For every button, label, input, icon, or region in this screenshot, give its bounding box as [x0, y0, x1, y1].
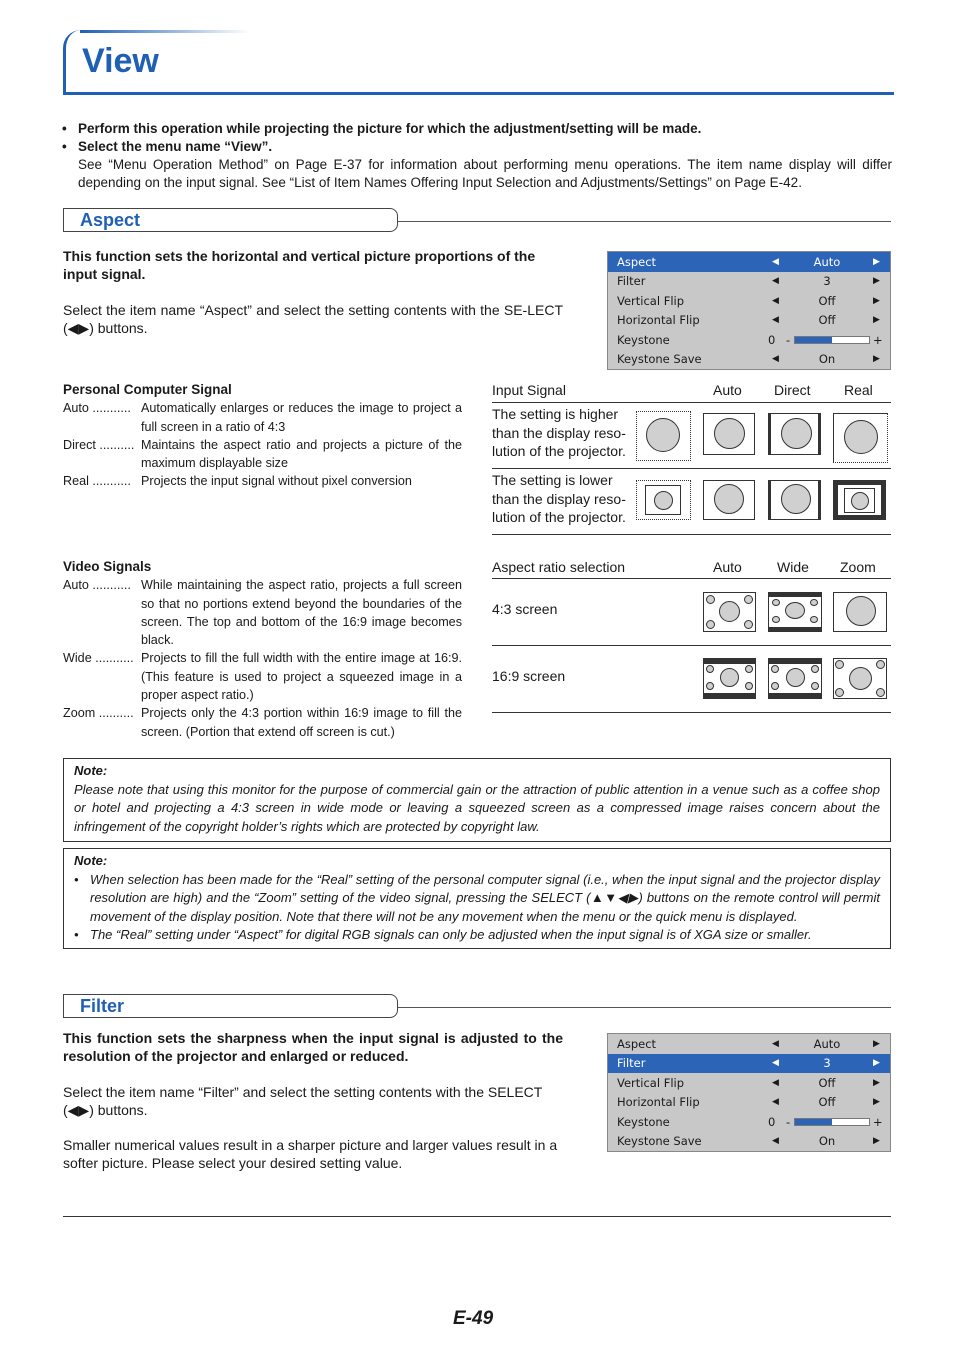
table1-row1-label: The setting is higher than the display reso-lution of the projector.	[492, 406, 626, 459]
right-arrow-icon: ▶	[873, 295, 880, 306]
small-circle	[744, 595, 753, 604]
small-circle	[706, 620, 715, 629]
table1-header-direct: Direct	[774, 382, 811, 398]
small-circle	[835, 660, 844, 669]
small-circle	[744, 620, 753, 629]
term: Wide ...........	[63, 651, 134, 666]
menu-row-vertical-flip[interactable]	[608, 1073, 890, 1093]
small-circle	[835, 688, 844, 697]
screen-diagram	[768, 413, 821, 455]
filter-instruction: Select the item name “Filter” and select the setting contents with the SELECT (◀▶) buttons.	[63, 1084, 543, 1118]
right-arrow-icon: ▶	[873, 276, 880, 287]
note-bullet: • The “Real” setting under “Aspect” for digital RGB signals can only be adjusted when the input signal is of XGA size or smaller.	[74, 926, 880, 945]
video-signal-title: Video Signals	[63, 559, 152, 574]
keystone-slider-fill	[795, 337, 832, 343]
menu-value: Auto	[813, 254, 841, 269]
term: Real ...........	[63, 474, 131, 489]
note-text: Please note that using this monitor for the purpose of commercial gain or the attraction of public attention in a venue such as a coffee shop or hotel and projecting a 4:3 screen in wide mode or leaving a squeezed screen as a compressed image raises concern about the infringement of the copyright holder’s rights which are protected by copyright law.	[74, 781, 880, 834]
menu-label: Filter	[617, 1056, 646, 1071]
menu-value: Off	[818, 1095, 836, 1110]
right-arrow-icon: ▶	[873, 1038, 880, 1049]
intro-bullet-1: • Perform this operation while projecting the picture for which the adjustment/setting will be made.	[62, 120, 892, 138]
menu-value: On	[818, 352, 836, 367]
pc-signal-list	[63, 381, 462, 491]
image-circle	[786, 668, 805, 687]
screen-diagram	[833, 480, 886, 520]
left-arrow-icon: ◀	[772, 276, 779, 287]
definition: Projects to fill the full width with the entire image at 16:9. (This feature is used to project a squeezed image in a proper aspect ratio.)	[141, 651, 462, 703]
note-bullet: • When selection has been made for the “Real” setting of the personal computer signal (i.e., when the input signal and the projector display resolution are high) and the “Zoom” setting of the video signal, pressing the SELECT (▲▼◀▶) buttons on the remote control will permit movement of the display position. Note that there will not be any movement when the menu or the quick menu is displayed.	[74, 871, 880, 927]
table2-header-zoom: Zoom	[840, 559, 876, 575]
screen-diagram	[636, 480, 691, 520]
right-arrow-icon: ▶	[873, 1058, 880, 1069]
keystone-slider[interactable]	[794, 336, 870, 344]
menu-row-keystone[interactable]	[608, 1112, 890, 1132]
aspect-heading: Aspect	[63, 208, 398, 232]
intro	[62, 120, 892, 192]
table1-rule	[492, 402, 891, 403]
small-circle	[706, 682, 714, 690]
menu-label: Keystone Save	[617, 1134, 702, 1149]
note-title: Note:	[74, 853, 108, 868]
image-circle	[646, 418, 680, 452]
left-arrow-icon: ◀	[772, 1058, 779, 1069]
pc-signal-item	[63, 472, 462, 490]
menu-row-keystone-save[interactable]	[608, 1132, 890, 1152]
menu-label: Horizontal Flip	[617, 313, 700, 328]
table1-header-real: Real	[844, 382, 873, 398]
menu-label: Aspect	[617, 1036, 657, 1051]
plus-icon: +	[873, 332, 883, 347]
menu-label: Filter	[617, 274, 646, 289]
menu-row-vertical-flip[interactable]	[608, 291, 890, 311]
keystone-slider[interactable]	[794, 1118, 870, 1126]
intro-bullet-2: • Select the menu name “View”.	[62, 138, 892, 156]
menu-row-aspect[interactable]	[608, 252, 890, 272]
table1-header-input: Input Signal	[492, 382, 566, 398]
keystone-slider-fill	[795, 1119, 832, 1125]
video-signal-item	[63, 576, 462, 649]
screen-diagram	[768, 658, 822, 699]
image-circle	[720, 668, 739, 687]
table1-rule	[492, 534, 891, 535]
title-frame	[63, 30, 894, 95]
inner-image	[844, 488, 875, 513]
small-circle	[745, 682, 753, 690]
aspect-instruction: Select the item name “Aspect” and select the setting contents with the SE-LECT (◀▶) buttons.	[63, 302, 563, 336]
image-circle	[781, 484, 811, 514]
inner-image	[645, 485, 681, 515]
table2-rule	[492, 645, 891, 646]
term: Auto ...........	[63, 578, 131, 593]
screen-diagram	[703, 658, 756, 699]
menu-label: Horizontal Flip	[617, 1095, 700, 1110]
right-arrow-icon: ▶	[873, 315, 880, 326]
pc-signal-item	[63, 399, 462, 436]
menu-value: Auto	[813, 1036, 841, 1051]
screen-diagram	[703, 413, 755, 455]
menu-row-keystone[interactable]	[608, 330, 890, 350]
small-circle	[772, 599, 780, 606]
pc-signal-title: Personal Computer Signal	[63, 382, 232, 397]
term: Zoom ..........	[63, 706, 134, 721]
video-signal-item	[63, 704, 462, 741]
menu-label: Aspect	[617, 254, 657, 269]
keystone-value: 0	[768, 332, 776, 347]
menu-label: Keystone	[617, 332, 670, 347]
menu-label: Vertical Flip	[617, 293, 685, 308]
small-circle	[811, 682, 819, 690]
image-circle	[851, 492, 869, 510]
minus-icon: -	[786, 1114, 791, 1129]
right-arrow-icon: ▶	[873, 1097, 880, 1108]
small-circle	[706, 665, 714, 673]
table2-header-selection: Aspect ratio selection	[492, 559, 626, 575]
aspect-heading-rule	[398, 221, 891, 222]
menu-value: 3	[823, 274, 831, 289]
aspect-lead: This function sets the horizontal and vertical picture proportions of the input signal.	[63, 248, 536, 282]
definition: Projects only the 4:3 portion within 16:9 image to fill the screen. (Portion that extend off screen is cut.)	[141, 706, 462, 739]
menu-row-filter[interactable]	[608, 272, 890, 292]
table2-row2-label: 16:9 screen	[492, 668, 566, 684]
small-circle	[876, 688, 885, 697]
image-circle	[781, 418, 812, 449]
screen-diagram	[703, 592, 756, 632]
left-arrow-icon: ◀	[772, 1136, 779, 1147]
menu-value: 3	[823, 1056, 831, 1071]
right-arrow-icon: ▶	[873, 1136, 880, 1147]
menu-row-keystone-save[interactable]	[608, 350, 890, 370]
left-arrow-icon: ◀	[772, 315, 779, 326]
right-arrow-icon: ▶	[873, 354, 880, 365]
video-signal-item	[63, 649, 462, 704]
left-arrow-icon: ◀	[772, 256, 779, 267]
right-arrow-icon: ▶	[873, 1077, 880, 1088]
minus-icon: -	[786, 332, 791, 347]
table2-rule	[492, 712, 891, 713]
image-circle	[714, 484, 744, 514]
menu-value: Off	[818, 1075, 836, 1090]
definition: Projects the input signal without pixel conversion	[141, 474, 412, 489]
image-circle	[785, 602, 805, 619]
filter-heading: Filter	[63, 994, 398, 1018]
small-circle	[810, 616, 818, 623]
small-circle	[876, 660, 885, 669]
screen-diagram	[768, 592, 822, 632]
filter-lead: This function sets the sharpness when the input signal is adjusted to the resolution of the projector and enlarged or reduced.	[63, 1030, 563, 1064]
small-circle	[811, 665, 819, 673]
screen-diagram	[833, 658, 887, 699]
menu-label: Keystone Save	[617, 352, 702, 367]
title-accent	[80, 30, 250, 33]
small-circle	[771, 682, 779, 690]
definition: Automatically enlarges or reduces the image to project a full screen in a ratio of 4:3	[141, 401, 462, 434]
filter-extra: Smaller numerical values result in a sharper picture and larger values result in a softer picture. Please select your desired setting value.	[63, 1137, 558, 1171]
left-arrow-icon: ◀	[772, 1077, 779, 1088]
menu-panel-aspect	[607, 251, 891, 370]
note-title: Note:	[74, 763, 108, 778]
page-number: E-49	[453, 1308, 494, 1329]
image-circle	[654, 491, 673, 510]
menu-value: Off	[818, 313, 836, 328]
keystone-value: 0	[768, 1114, 776, 1129]
page-title: View	[82, 42, 159, 80]
small-circle	[772, 616, 780, 623]
left-arrow-icon: ◀	[772, 354, 779, 365]
menu-label: Keystone	[617, 1114, 670, 1129]
table1-header-auto: Auto	[713, 382, 742, 398]
screen-diagram	[833, 592, 887, 632]
table2-header-wide: Wide	[777, 559, 809, 575]
term: Auto ...........	[63, 401, 131, 416]
table2-rule	[492, 578, 891, 579]
term: Direct ..........	[63, 437, 135, 452]
image-circle	[849, 667, 872, 690]
image-circle	[846, 596, 876, 626]
menu-row-horizontal-flip[interactable]	[608, 1093, 890, 1113]
image-circle	[719, 601, 740, 622]
screen-diagram	[833, 413, 888, 463]
menu-row-aspect[interactable]	[608, 1034, 890, 1054]
screen-diagram	[768, 480, 821, 520]
small-circle	[771, 665, 779, 673]
image-circle	[714, 418, 745, 449]
image-circle	[844, 420, 878, 454]
left-arrow-icon: ◀	[772, 1038, 779, 1049]
menu-panel-filter	[607, 1033, 891, 1152]
left-arrow-icon: ◀	[772, 1097, 779, 1108]
screen-diagram	[636, 411, 691, 461]
pc-signal-item	[63, 436, 462, 473]
table2-row1-label: 4:3 screen	[492, 601, 558, 617]
video-signal-list	[63, 558, 462, 741]
plus-icon: +	[873, 1114, 883, 1129]
definition: While maintaining the aspect ratio, projects a full screen so that no portions extend beyond the boundaries of the screen. The top and bottom of the 16:9 image becomes black.	[141, 578, 462, 648]
menu-value: On	[818, 1134, 836, 1149]
menu-row-horizontal-flip[interactable]	[608, 311, 890, 331]
definition: Maintains the aspect ratio and projects a picture of the maximum displayable size	[141, 437, 462, 471]
intro-paragraph: See “Menu Operation Method” on Page E-37 for information about performing menu operations. The item name display will differ depending on the input signal. See “List of Item Names Offering Input Selection and Adjustments/Settings” on Page E-42.	[78, 157, 892, 190]
menu-label: Vertical Flip	[617, 1075, 685, 1090]
small-circle	[745, 665, 753, 673]
table1-row2-label: The setting is lower than the display reso-lution of the projector.	[492, 472, 626, 525]
menu-row-filter[interactable]	[608, 1054, 890, 1074]
menu-value: Off	[818, 293, 836, 308]
filter-heading-rule	[398, 1007, 891, 1008]
table2-header-auto: Auto	[713, 559, 742, 575]
note-copyright	[63, 758, 891, 842]
table1-rule	[492, 468, 891, 469]
small-circle	[810, 599, 818, 606]
note-real-zoom	[63, 848, 891, 949]
screen-diagram	[703, 480, 755, 520]
right-arrow-icon: ▶	[873, 256, 880, 267]
small-circle	[706, 595, 715, 604]
left-arrow-icon: ◀	[772, 295, 779, 306]
footer-rule	[63, 1216, 891, 1217]
